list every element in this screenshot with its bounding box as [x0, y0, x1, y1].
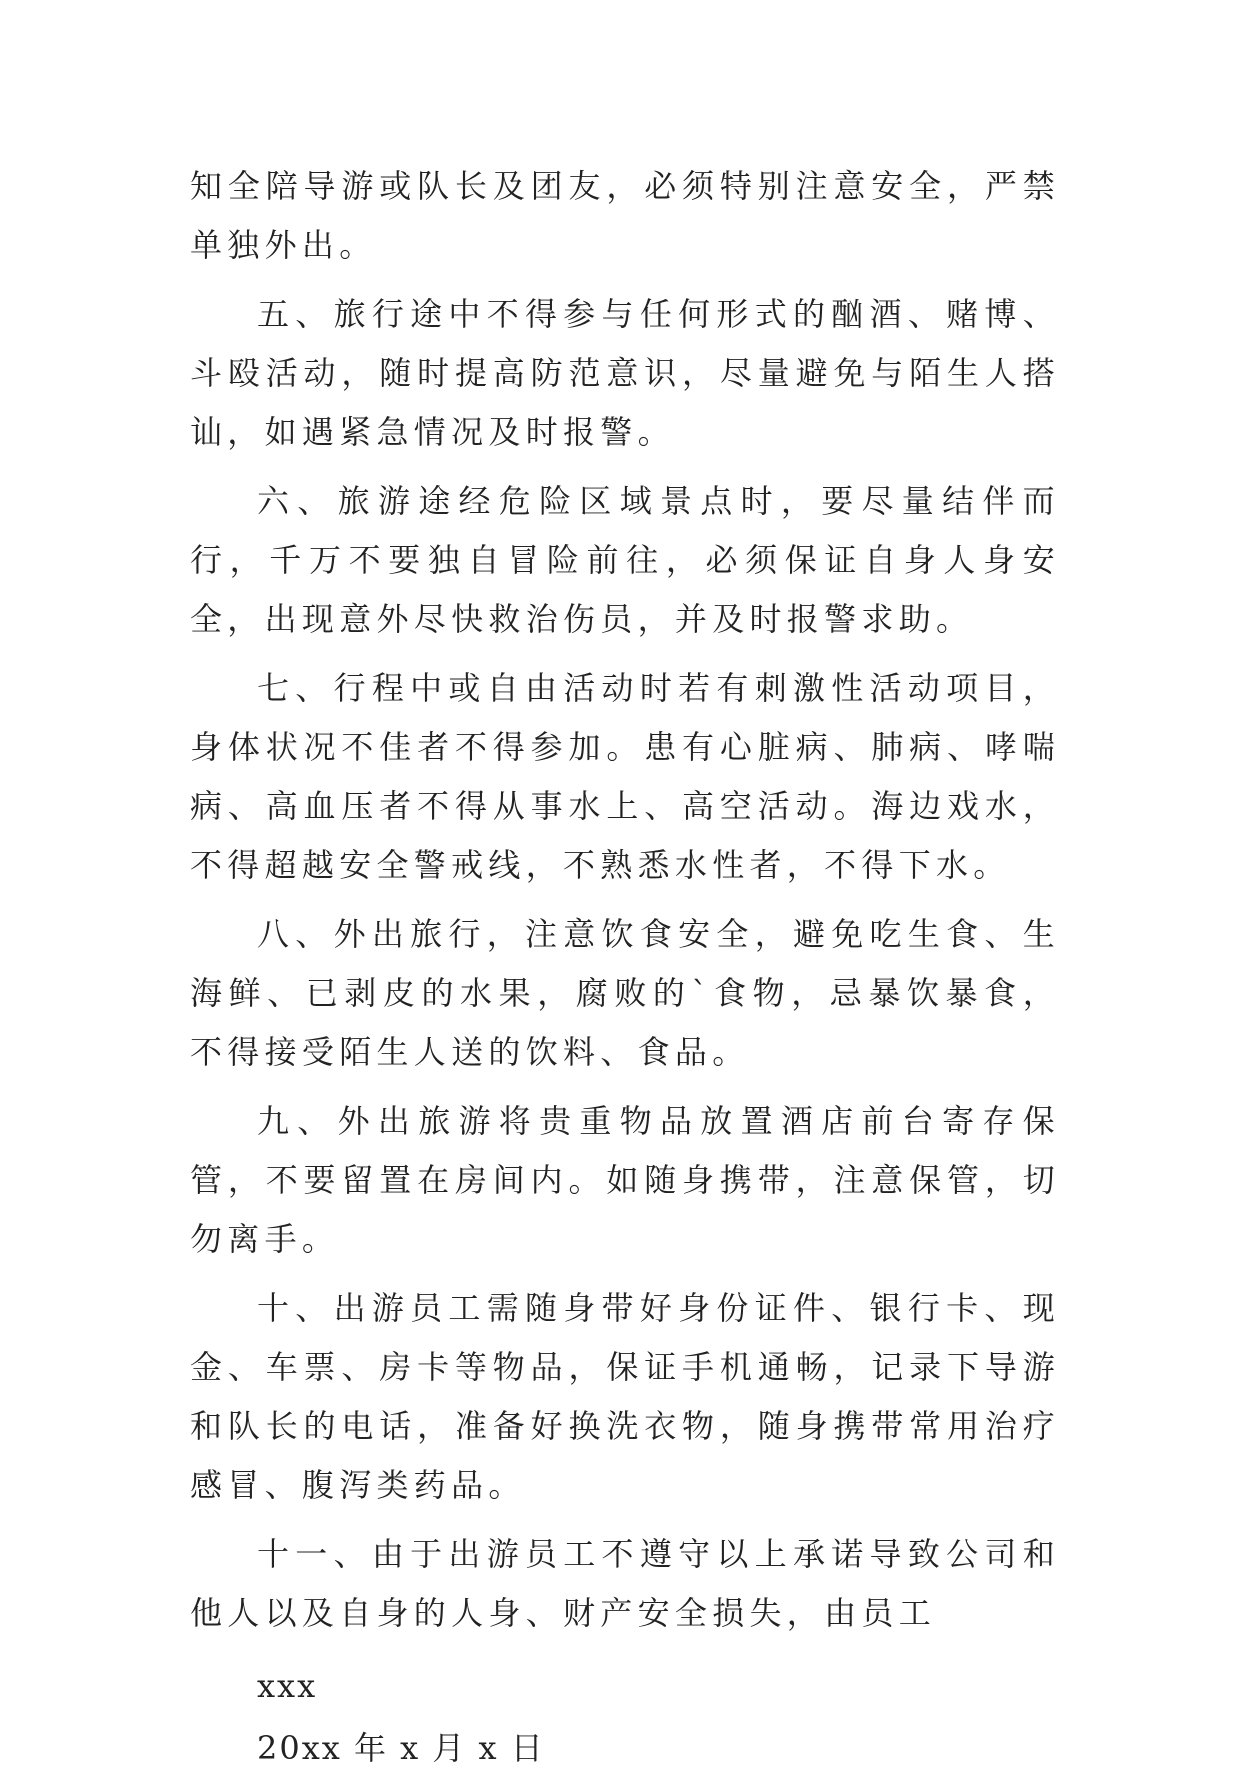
paragraph-item-10: 十、出游员工需随身带好身份证件、银行卡、现金、车票、房卡等物品，保证手机通畅，记录下导游和队长的电话，准备好换洗衣物，随身携带常用治疗感冒、腹泻类药品。 — [190, 1289, 1060, 1504]
document-body — [190, 157, 1060, 1779]
paragraph-item-6: 六、旅游途经危险区域景点时，要尽量结伴而行，千万不要独自冒险前往，必须保证自身人身安全，出现意外尽快救治伤员，并及时报警求助。 — [190, 482, 1060, 638]
paragraph-item-11: 十一、由于出游员工不遵守以上承诺导致公司和他人以及自身的人身、财产安全损失，由员工 — [190, 1535, 1060, 1632]
signature-date: 20xx 年 x 月 x 日 — [257, 1729, 545, 1767]
signature-name: xxx — [257, 1667, 318, 1705]
paragraph-item-9: 九、外出旅游将贵重物品放置酒店前台寄存保管，不要留置在房间内。如随身携带，注意保管，切勿离手。 — [190, 1102, 1060, 1258]
paragraph-safety-notice-continued: 知全陪导游或队长及团友，必须特别注意安全，严禁单独外出。 — [190, 167, 1060, 264]
paragraph-item-7: 七、行程中或自由活动时若有刺激性活动项目，身体状况不佳者不得参加。患有心脏病、肺病、哮喘病、高血压者不得从事水上、高空活动。海边戏水，不得超越安全警戒线，不熟悉水性者，不得下水。 — [190, 669, 1060, 884]
paragraph-item-5: 五、旅行途中不得参与任何形式的酗酒、赌博、斗殴活动，随时提高防范意识，尽量避免与陌生人搭讪，如遇紧急情况及时报警。 — [190, 295, 1060, 451]
paragraph-item-8: 八、外出旅行，注意饮食安全，避免吃生食、生海鲜、已剥皮的水果，腐败的`食物，忌暴饮暴食，不得接受陌生人送的饮料、食品。 — [190, 915, 1060, 1071]
